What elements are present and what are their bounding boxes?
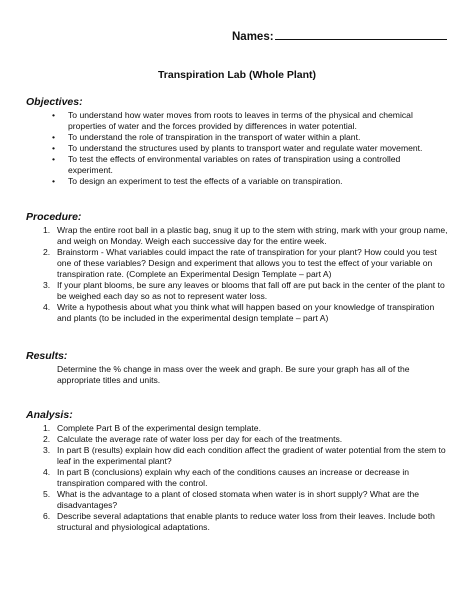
- list-item: 3. If your plant blooms, be sure any leaves or blooms that fall off are put back in the center of the plant to be weighed each day so as not to represent water loss.: [43, 280, 445, 301]
- analysis-item-text: Complete Part B of the experimental design template.: [57, 423, 261, 433]
- analysis-item-text: What is the advantage to a plant of closed stomata when water is in short supply? What are the disadvantages?: [57, 489, 420, 510]
- list-item: 2. Calculate the average rate of water loss per day for each of the treatments.: [43, 434, 343, 444]
- list-item: 6. Describe several adaptations that enable plants to reduce water loss from their leaves. Include both structural and physiological adaptations.: [43, 511, 435, 532]
- list-item: 1. Wrap the entire root ball in a plastic bag, snug it up to the stem with string, mark with your group name, and weigh on Monday. Weigh each successive day for the entire week.: [43, 225, 448, 246]
- bullet-icon: •: [52, 110, 56, 120]
- list-item: [43, 110, 443, 132]
- procedure-step-text: Brainstorm - What variables could impact the rate of transpiration for your plant? How could you test one of these variables? Design and experiment that allows you to test the effect of your variable on transpiration rate. (Complete an Experimental Design Template – part A): [57, 247, 437, 279]
- names-label: Names:: [232, 31, 274, 43]
- names-field: [232, 28, 447, 43]
- objective-text: To understand the role of transpiration in the transport of water within a plant.: [68, 132, 361, 142]
- list-item: 1. Complete Part B of the experimental design template.: [43, 423, 261, 433]
- procedure-step-text: Write a hypothesis about what you think what will happen based on your knowledge of transpiration and plants (to be included in the experimental design template – part A): [57, 302, 435, 323]
- bullet-icon: •: [52, 143, 56, 153]
- procedure-step-text: Wrap the entire root ball in a plastic bag, snug it up to the stem with string, mark with your group name, and weigh on Monday. Weigh each successive day for the entire week.: [57, 225, 448, 246]
- analysis-item-text: Calculate the average rate of water loss per day for each of the treatments.: [57, 434, 343, 444]
- objective-text: To understand how water moves from roots to leaves in terms of the physical and chemical properties of water and the forces provided by differences in water potential.: [68, 110, 413, 131]
- bullet-icon: •: [52, 154, 56, 164]
- list-item: 2. Brainstorm - What variables could impact the rate of transpiration for your plant? How could you test one of these variables? Design and experiment that allows you to test the effect of your variable on transpiration rate. (Complete an Experimental Design Template – part A): [43, 247, 437, 279]
- objectives-heading: Objectives:: [26, 96, 83, 108]
- list-item: 4. Write a hypothesis about what you think what will happen based on your knowledge of transpiration and plants (to be included in the experimental design template – part A): [43, 302, 435, 323]
- document-title: Transpiration Lab (Whole Plant): [157, 69, 317, 81]
- procedure-heading: Procedure:: [26, 211, 82, 223]
- objective-text: To test the effects of environmental variables on rates of transpiration using a controlled experiment.: [68, 154, 401, 175]
- analysis-item-text: Describe several adaptations that enable plants to reduce water loss from their leaves. Include both structural and physiological adaptations.: [57, 511, 435, 532]
- objective-text: To design an experiment to test the effects of a variable on transpiration.: [68, 176, 343, 186]
- list-item: [43, 132, 443, 143]
- bullet-icon: •: [52, 132, 56, 142]
- results-text: Determine the % change in mass over the week and graph. Be sure your graph has all of the appropriate titles and units.: [57, 364, 410, 385]
- list-item: [43, 143, 443, 154]
- list-item: [43, 176, 443, 187]
- list-item: 3. In part B (results) explain how did each condition affect the gradient of water potential from the stem to leaf in the experimental plant?: [43, 445, 446, 466]
- procedure-step-text: If your plant blooms, be sure any leaves or blooms that fall off are put back in the center of the plant to be weighed each day so as not to represent water loss.: [57, 280, 445, 301]
- analysis-item-text: In part B (results) explain how did each condition affect the gradient of water potential from the stem to leaf in the experimental plant?: [57, 445, 446, 466]
- list-item: 5. What is the advantage to a plant of closed stomata when water is in short supply? What are the disadvantages?: [43, 489, 420, 510]
- results-heading: Results:: [26, 350, 68, 362]
- analysis-heading: Analysis:: [26, 409, 73, 421]
- names-blank-line[interactable]: [275, 28, 447, 40]
- list-item: 4. In part B (conclusions) explain why each of the conditions causes an increase or decrease in transpiration compared with the control.: [43, 467, 410, 488]
- analysis-item-text: In part B (conclusions) explain why each of the conditions causes an increase or decrease in transpiration compared with the control.: [57, 467, 410, 488]
- objectives-list: [43, 110, 443, 187]
- objective-text: To understand the structures used by plants to transport water and regulate water movement.: [68, 143, 423, 153]
- analysis-list: [43, 423, 448, 533]
- procedure-list: [43, 225, 448, 324]
- bullet-icon: •: [52, 176, 56, 186]
- list-item: [43, 154, 443, 176]
